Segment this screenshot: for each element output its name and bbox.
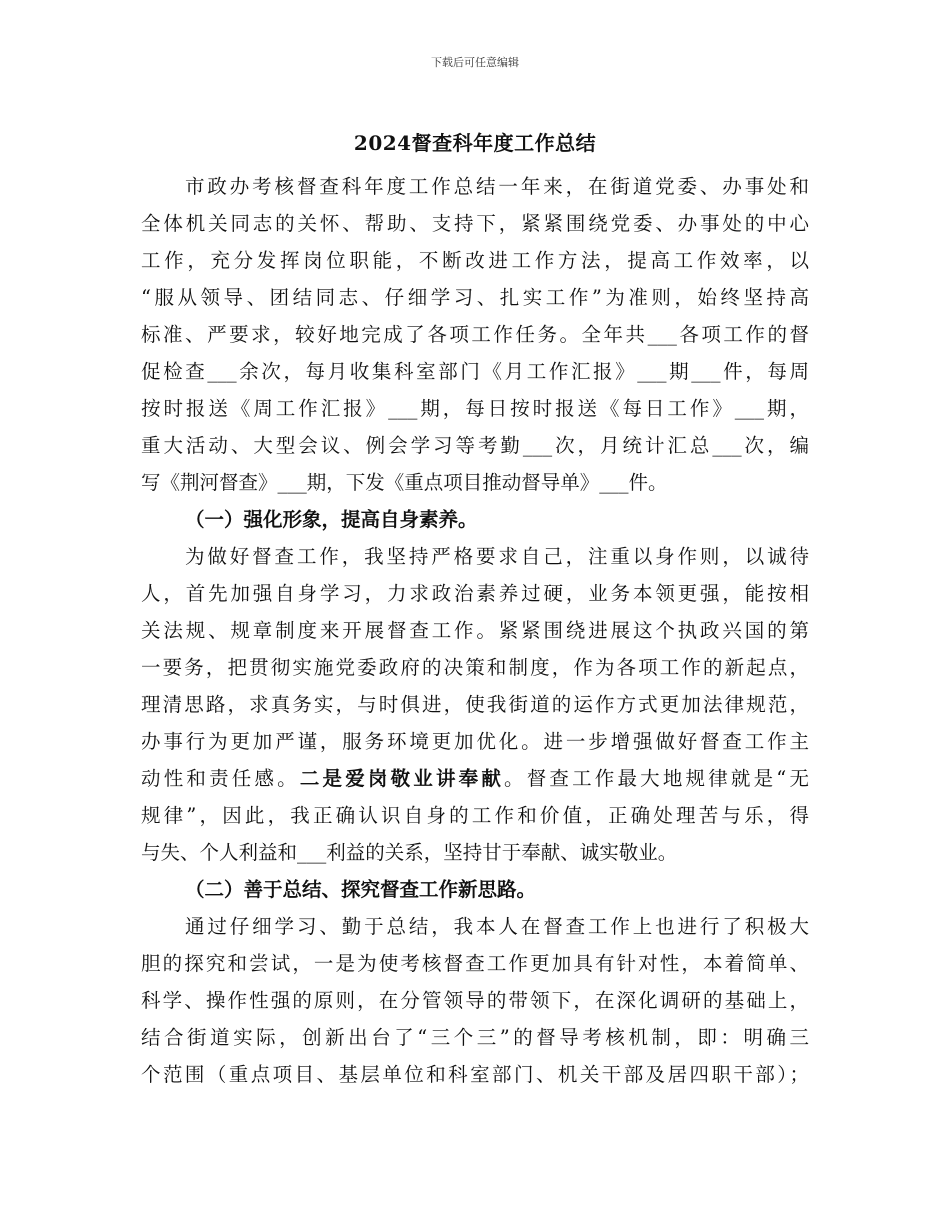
paragraph-line: 人，首先加强自身学习，力求政治素养过硬，业务本领更强，能按相: [141, 582, 809, 605]
paragraph-line: 工作，充分发挥岗位职能，不断改进工作方法，提高工作效率，以: [141, 249, 809, 272]
paragraph-line: 结合街道实际，创新出台了“三个三”的督导考核机制，即：明确三: [141, 1026, 809, 1049]
paragraph-line: 科学、操作性强的原则，在分管领导的带领下，在深化调研的基础上，: [141, 989, 809, 1012]
paragraph-line: 为做好督查工作，我坚持严格要求自己，注重以身作则，以诚待: [185, 545, 809, 568]
paragraph-line: 重大活动、大型会议、例会学习等考勤___次，月统计汇总___次，编: [141, 434, 809, 457]
paragraph-line: 个范围（重点项目、基层单位和科室部门、机关干部及居四职干部）；: [141, 1063, 809, 1086]
paragraph-line: 全体机关同志的关怀、帮助、支持下，紧紧围绕党委、办事处的中心: [141, 212, 809, 235]
paragraph-line: 通过仔细学习、勤于总结，我本人在督查工作上也进行了积极大: [185, 915, 809, 938]
paragraph-line: 理清思路，求真务实，与时俱进，使我街道的运作方式更加法律规范，: [141, 693, 809, 716]
paragraph-line: 写《荆河督查》___期，下发《重点项目推动督导单》___件。: [141, 471, 668, 494]
paragraph-line-mixed: [141, 760, 809, 797]
paragraph-line: 规律”，因此，我正确认识自身的工作和价值，正确处理苦与乐，得: [141, 804, 809, 827]
paragraph-line: 市政办考核督查科年度工作总结一年来，在街道党委、办事处和: [185, 175, 809, 198]
line-segment: 动性和责任感。: [141, 767, 300, 790]
line-segment: 。督查工作最大地规律就是“无: [504, 767, 809, 790]
paragraph-line: 与失、个人利益和___利益的关系，坚持甘于奉献、诚实敬业。: [141, 841, 678, 864]
paragraph-line: 关法规、规章制度来开展督查工作。紧紧围绕进展这个执政兴国的第: [141, 619, 809, 642]
header-note: 下载后可任意编辑: [431, 56, 519, 69]
paragraph-line: 促检查___余次，每月收集科室部门《月工作汇报》___期___件，每周: [141, 360, 809, 383]
section-heading-1: （一）强化形象，提高自身素养。: [185, 508, 478, 531]
paragraph-line: “服从领导、团结同志、仔细学习、扎实工作”为准则，始终坚持高: [141, 286, 809, 309]
paragraph-line: 按时报送《周工作汇报》___期，每日按时报送《每日工作》___期，: [141, 397, 809, 420]
paragraph-line: 胆的探究和尝试，一是为使考核督查工作更加具有针对性，本着简单、: [141, 952, 809, 975]
section-heading-2: （二）善于总结、探究督查工作新思路。: [185, 878, 537, 901]
paragraph-line: 标准、严要求，较好地完成了各项工作任务。全年共___各项工作的督: [141, 323, 809, 346]
document-title: 2024督查科年度工作总结: [353, 131, 597, 155]
document-body: [141, 168, 809, 1093]
bold-inline-heading: 二是爱岗敬业讲奉献: [299, 767, 505, 790]
paragraph-line: 办事行为更加严谨，服务环境更加优化。进一步增强做好督查工作主: [141, 730, 809, 753]
paragraph-line: 一要务，把贯彻实施党委政府的决策和制度，作为各项工作的新起点，: [141, 656, 809, 679]
